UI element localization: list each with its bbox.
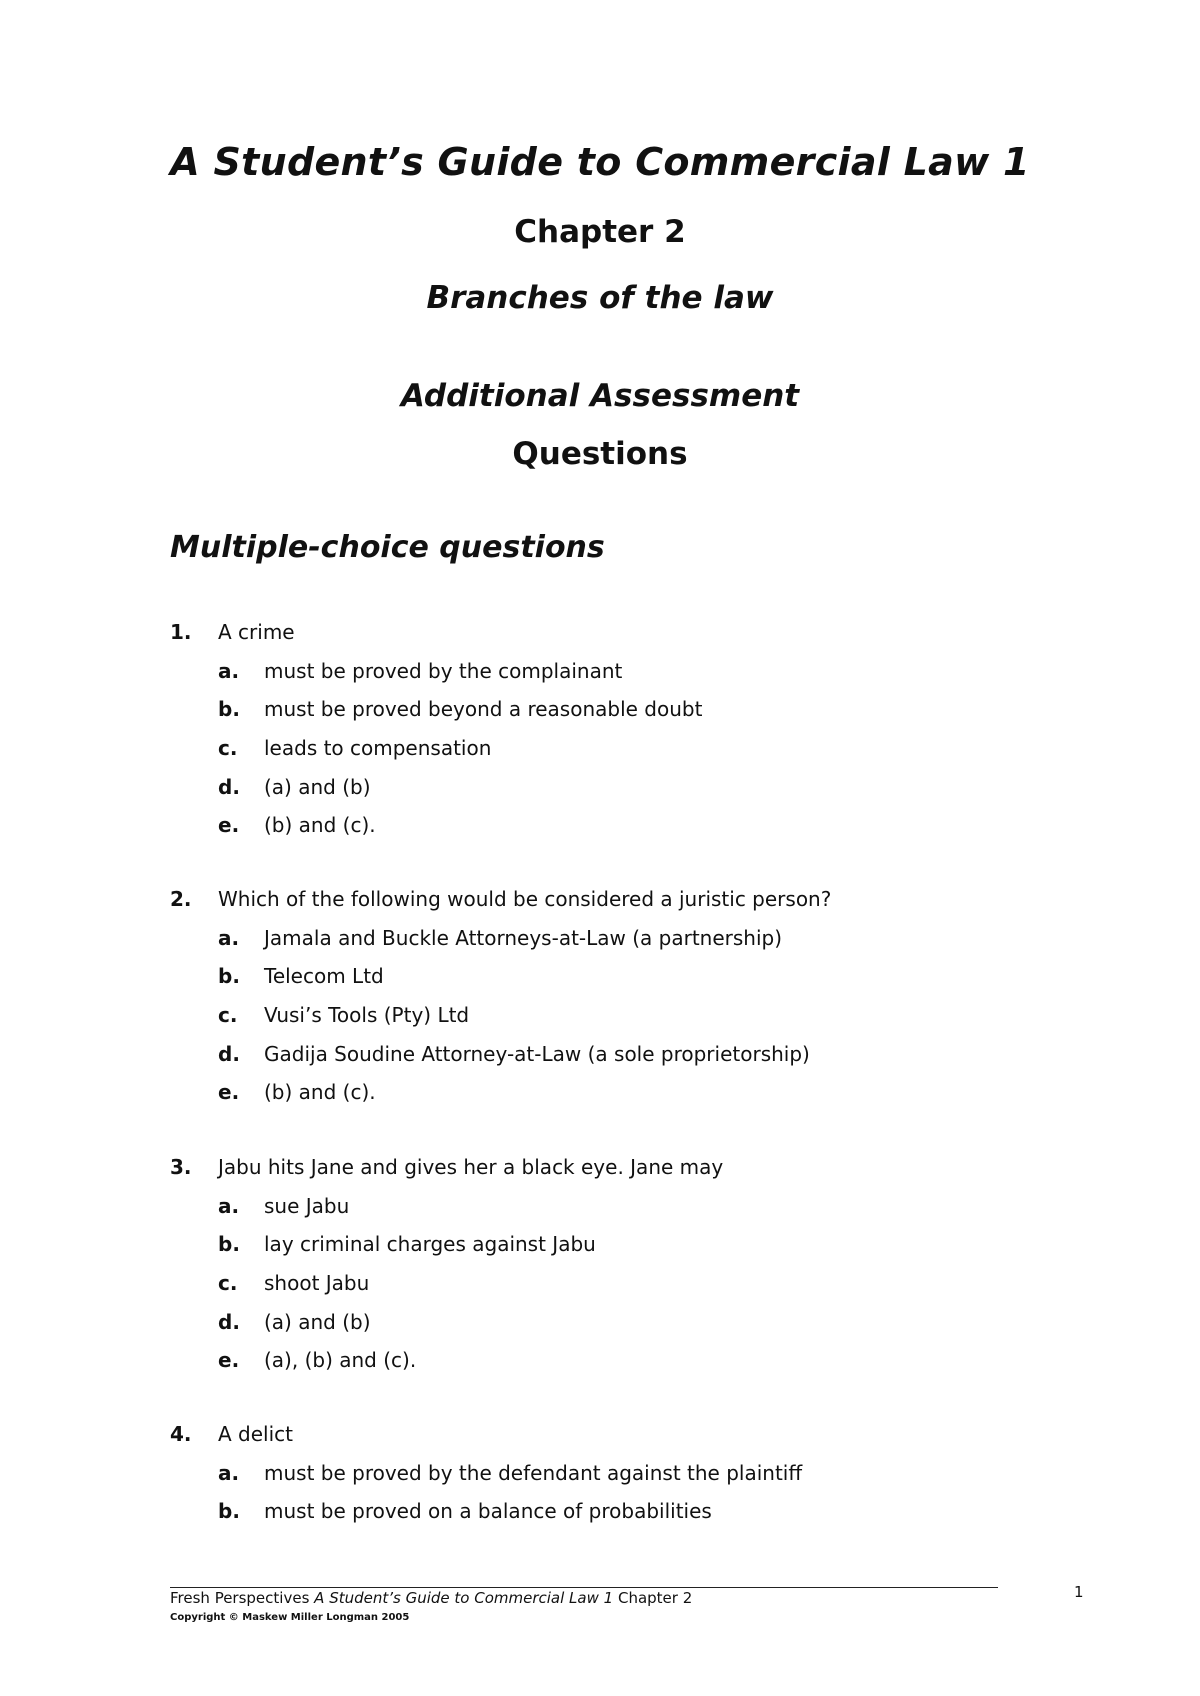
question-number: 3. (170, 1155, 192, 1179)
answer-option (170, 690, 1070, 729)
footer-citation (170, 1589, 692, 1607)
chapter-title: Branches of the law (426, 280, 774, 316)
option-text: must be proved by the complainant (264, 658, 623, 683)
answer-option (170, 1492, 1070, 1531)
answer-option (170, 768, 1070, 807)
question-number: 2. (170, 887, 192, 911)
option-letter: b. (218, 1232, 240, 1257)
option-letter: d. (218, 1041, 240, 1066)
option-text: lay criminal charges against Jabu (264, 1232, 596, 1257)
option-letter: b. (218, 697, 240, 722)
footer-chapter: Chapter 2 (617, 1589, 693, 1607)
question-number: 4. (170, 1422, 192, 1446)
option-letter: e. (218, 1080, 240, 1105)
question-text: A delict (218, 1422, 293, 1446)
option-letter: d. (218, 1309, 240, 1334)
question-stem (170, 613, 1070, 652)
option-text: Gadija Soudine Attorney-at-Law (a sole proprietorship) (264, 1041, 810, 1066)
answer-option (170, 729, 1070, 768)
footer-divider (170, 1587, 998, 1588)
answer-option (170, 1264, 1070, 1303)
question-number: 1. (170, 620, 192, 644)
option-text: Vusi’s Tools (Pty) Ltd (264, 1003, 470, 1028)
option-text: must be proved on a balance of probabilities (264, 1499, 712, 1524)
page-number: 1 (1074, 1583, 1084, 1601)
option-text: sue Jabu (264, 1193, 350, 1218)
question-text: Jabu hits Jane and gives her a black eye. Jane may (218, 1155, 724, 1179)
option-text: shoot Jabu (264, 1271, 370, 1296)
option-letter: a. (218, 1460, 240, 1485)
section-title: Multiple-choice questions (170, 530, 605, 565)
answer-option (170, 919, 1070, 958)
answer-option (170, 1341, 1070, 1380)
answer-option (170, 1225, 1070, 1264)
question-4 (170, 1415, 1070, 1531)
document-title: A Student’s Guide to Commercial Law 1 (170, 140, 1030, 184)
option-text: Telecom Ltd (264, 964, 384, 989)
option-letter: c. (218, 736, 238, 761)
option-letter: b. (218, 1499, 240, 1524)
option-text: (b) and (c). (264, 813, 376, 838)
option-text: leads to compensation (264, 736, 492, 761)
option-text: (b) and (c). (264, 1080, 376, 1105)
footer-publisher: Fresh Perspectives (170, 1589, 310, 1607)
option-letter: c. (218, 1003, 238, 1028)
answer-option (170, 806, 1070, 845)
question-stem (170, 880, 1070, 919)
option-text: (a) and (b) (264, 774, 371, 799)
answer-option (170, 1303, 1070, 1342)
answer-option (170, 996, 1070, 1035)
option-letter: d. (218, 774, 240, 799)
option-letter: a. (218, 1193, 240, 1218)
question-stem (170, 1415, 1070, 1454)
option-letter: b. (218, 964, 240, 989)
option-letter: e. (218, 1348, 240, 1373)
option-letter: a. (218, 925, 240, 950)
question-3 (170, 1148, 1070, 1380)
footer-book-title: A Student’s Guide to Commercial Law 1 (314, 1589, 614, 1607)
footer-copyright: Copyright © Maskew Miller Longman 2005 (170, 1612, 410, 1623)
question-text: Which of the following would be considered a juristic person? (218, 887, 832, 911)
question-1 (170, 613, 1070, 845)
questions-heading: Questions (512, 436, 688, 472)
answer-option (170, 1454, 1070, 1493)
option-letter: e. (218, 813, 240, 838)
question-stem (170, 1148, 1070, 1187)
option-text: Jamala and Buckle Attorneys-at-Law (a partnership) (264, 925, 783, 950)
option-text: must be proved by the defendant against the plaintiff (264, 1460, 803, 1485)
question-2 (170, 880, 1070, 1112)
chapter-number: Chapter 2 (514, 214, 686, 250)
answer-option (170, 1035, 1070, 1074)
option-letter: c. (218, 1271, 238, 1296)
option-text: must be proved beyond a reasonable doubt (264, 697, 703, 722)
option-text: (a), (b) and (c). (264, 1348, 417, 1373)
option-text: (a) and (b) (264, 1309, 371, 1334)
question-text: A crime (218, 620, 295, 644)
answer-option (170, 1073, 1070, 1112)
answer-option (170, 957, 1070, 996)
answer-option (170, 1187, 1070, 1226)
answer-option (170, 652, 1070, 691)
assessment-heading: Additional Assessment (400, 378, 800, 414)
option-letter: a. (218, 658, 240, 683)
